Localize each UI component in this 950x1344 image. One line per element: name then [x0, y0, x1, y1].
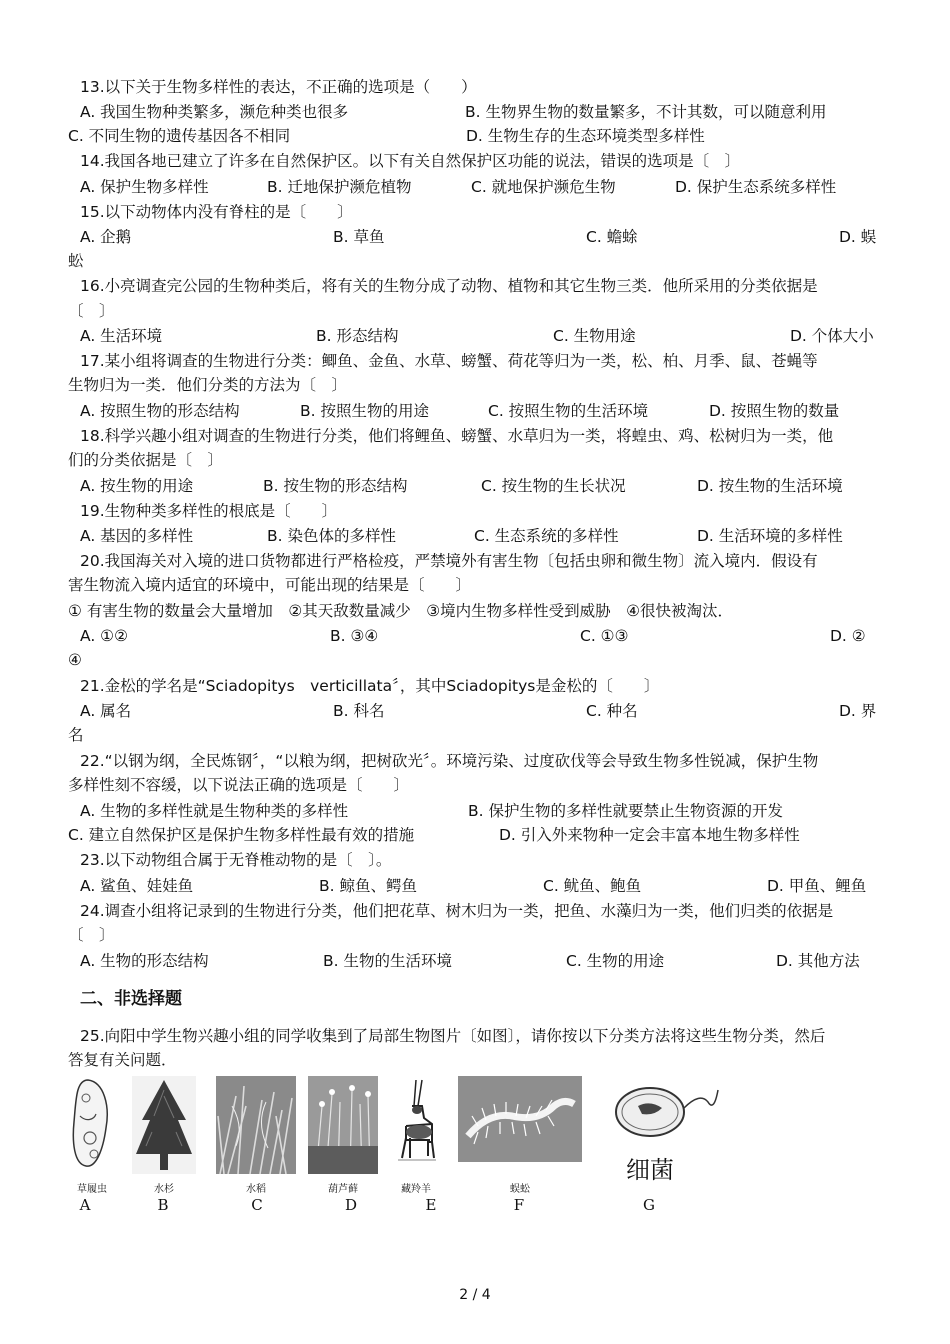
q22-option-b: B. 保护生物的多样性就要禁止生物资源的开发: [468, 802, 783, 820]
metasequoia-image: [132, 1076, 196, 1174]
q15-stem: 15.以下动物体内没有脊柱的是〔 〕: [80, 203, 353, 221]
q13-option-a: A. 我国生物种类繁多，濒危种类也很多: [80, 103, 349, 121]
q20-option-a: A. ①②: [80, 627, 128, 645]
q24-stem-cont: 〔 〕: [68, 926, 115, 944]
letter-b: B: [157, 1196, 169, 1214]
q15-option-a: A. 企鹅: [80, 228, 132, 246]
q13-stem: 13.以下关于生物多样性的表达，不正确的选项是（ ）: [80, 78, 477, 96]
q13-option-c: C. 不同生物的遗传基因各不相同: [68, 127, 291, 145]
q20-option-d: D. ②: [830, 627, 866, 645]
q18-option-c: C. 按生物的生长状况: [481, 477, 626, 495]
q15-option-d: D. 蜈: [839, 228, 877, 246]
q24-option-a: A. 生物的形态结构: [80, 952, 209, 970]
bacterium-image: [610, 1082, 720, 1142]
q16-option-a: A. 生活环境: [80, 327, 163, 345]
label-centipede: 蜈蚣: [510, 1184, 530, 1195]
letter-d: D: [344, 1196, 358, 1214]
section-heading: 二、非选择题: [80, 989, 182, 1009]
q25-stem: 25.向阳中学生物兴趣小组的同学收集到了局部生物图片〔如图〕，请你按以下分类方法将这些生物分类，然后: [80, 1027, 826, 1045]
q14-stem: 14.我国各地已建立了许多在自然保护区。以下有关自然保护区功能的说法，错误的选项是〔 〕: [80, 152, 741, 170]
q20-option-c: C. ①③: [580, 627, 629, 645]
q25-stem-cont: 答复有关问题．: [68, 1051, 177, 1069]
q20-option-d-wrap: ④: [68, 651, 82, 669]
q18-stem-cont: 们的分类依据是〔 〕: [68, 451, 224, 469]
letter-c: C: [251, 1196, 263, 1214]
q21-option-d-wrap: 名: [68, 726, 84, 744]
q19-option-c: C. 生态系统的多样性: [474, 527, 619, 545]
q16-stem: 16.小亮调查完公园的生物种类后，将有关的生物分成了动物、植物和其它生物三类．他所采用的分类依据是: [80, 277, 818, 295]
q17-option-c: C. 按照生物的生活环境: [488, 402, 649, 420]
letter-g: G: [643, 1196, 655, 1214]
letter-f: F: [513, 1196, 525, 1214]
q17-stem-cont: 生物归为一类．他们分类的方法为〔 〕: [68, 376, 348, 394]
label-antelope: 藏羚羊: [401, 1184, 431, 1195]
q21-option-a: A. 属名: [80, 702, 132, 720]
q24-option-c: C. 生物的用途: [566, 952, 665, 970]
label-rice: 水稻: [246, 1184, 266, 1195]
letter-e: E: [425, 1196, 437, 1214]
q13-option-d: D. 生物生存的生态环境类型多样性: [466, 127, 705, 145]
q18-stem: 18.科学兴趣小组对调查的生物进行分类，他们将鲤鱼、螃蟹、水草归为一类，将蝗虫、鸡、松树归为一类，他: [80, 427, 834, 445]
q16-stem-cont: 〔 〕: [68, 302, 115, 320]
q24-stem: 24.调查小组将记录到的生物进行分类，他们把花草、树木归为一类，把鱼、水藻归为一类，他们归类的依据是: [80, 902, 834, 920]
bacterium-label: 细菌: [626, 1156, 674, 1184]
q15-option-b: B. 草鱼: [333, 228, 385, 246]
q20-stem-cont: 害生物流入境内适宜的环境中，可能出现的结果是〔 〕: [68, 576, 472, 594]
q14-option-c: C. 就地保护濒危生物: [471, 178, 616, 196]
q19-stem: 19.生物种类多样性的根底是〔 〕: [80, 502, 338, 520]
q17-stem: 17.某小组将调查的生物进行分类：鲫鱼、金鱼、水草、螃蟹、荷花等归为一类，松、柏、月季、鼠、苍蝇等: [80, 352, 818, 370]
label-paramecium: 草履虫: [77, 1184, 107, 1195]
q22-option-c: C. 建立自然保护区是保护生物多样性最有效的措施: [68, 826, 415, 844]
q21-option-b: B. 科名: [333, 702, 385, 720]
centipede-image: [458, 1076, 582, 1162]
q14-option-b: B. 迁地保护濒危植物: [267, 178, 412, 196]
q14-option-a: A. 保护生物多样性: [80, 178, 209, 196]
page-number: 2 / 4: [459, 1287, 491, 1303]
q19-option-a: A. 基因的多样性: [80, 527, 194, 545]
label-metasequoia: 水杉: [154, 1184, 174, 1195]
q16-option-b: B. 形态结构: [316, 327, 399, 345]
q20-option-b: B. ③④: [330, 627, 379, 645]
q13-option-b: B. 生物界生物的数量繁多，不计其数，可以随意利用: [465, 103, 827, 121]
antelope-image: [392, 1076, 440, 1174]
q17-option-a: A. 按照生物的形态结构: [80, 402, 240, 420]
q23-option-c: C. 鱿鱼、鲍鱼: [543, 877, 642, 895]
q24-option-b: B. 生物的生活环境: [323, 952, 452, 970]
q16-option-c: C. 生物用途: [553, 327, 636, 345]
rice-image: [216, 1076, 296, 1174]
q23-option-d: D. 甲鱼、鲤鱼: [767, 877, 867, 895]
q18-option-a: A. 按生物的用途: [80, 477, 194, 495]
q15-option-c: C. 蟾蜍: [586, 228, 638, 246]
q23-stem: 23.以下动物组合属于无脊椎动物的是〔 〕。: [80, 851, 392, 869]
moss-image: [308, 1076, 378, 1174]
q18-option-b: B. 按生物的形态结构: [263, 477, 408, 495]
q18-option-d: D. 按生物的生活环境: [697, 477, 843, 495]
q23-option-a: A. 鲨鱼、娃娃鱼: [80, 877, 194, 895]
q20-statement-list: ① 有害生物的数量会大量增加 ②其天敌数量减少 ③境内生物多样性受到威胁 ④很快被淘汰．: [68, 602, 734, 620]
q22-stem-cont: 多样性刻不容缓，以下说法正确的选项是〔 〕: [68, 776, 410, 794]
q20-stem: 20.我国海关对入境的进口货物都进行严格检疫，严禁境外有害生物〔包括虫卵和微生物〕流入境内．假设有: [80, 552, 818, 570]
q17-option-d: D. 按照生物的数量: [709, 402, 840, 420]
q15-option-d-wrap: 蚣: [68, 252, 84, 270]
label-moss: 葫芦藓: [328, 1184, 358, 1195]
q16-option-d: D. 个体大小: [790, 327, 874, 345]
q21-stem: 21.金松的学名是“Sciadopitys verticillata〞，其中Sciadopitys是金松的〔 〕: [80, 677, 660, 695]
q21-option-c: C. 种名: [586, 702, 638, 720]
q22-stem: 22.“以钢为纲，全民炼钢〞，“以粮为纲，把树砍光〞。环境污染、过度砍伐等会导致生物多性锐减，保护生物: [80, 752, 819, 770]
q14-option-d: D. 保护生态系统多样性: [675, 178, 837, 196]
q21-option-d: D. 界: [839, 702, 877, 720]
q19-option-b: B. 染色体的多样性: [267, 527, 396, 545]
q17-option-b: B. 按照生物的用途: [300, 402, 429, 420]
q23-option-b: B. 鲸鱼、鳄鱼: [319, 877, 417, 895]
paramecium-image: [66, 1076, 116, 1172]
q19-option-d: D. 生活环境的多样性: [697, 527, 843, 545]
letter-a: A: [79, 1196, 91, 1214]
q22-option-d: D. 引入外来物种一定会丰富本地生物多样性: [499, 826, 800, 844]
q24-option-d: D. 其他方法: [776, 952, 860, 970]
q22-option-a: A. 生物的多样性就是生物种类的多样性: [80, 802, 349, 820]
